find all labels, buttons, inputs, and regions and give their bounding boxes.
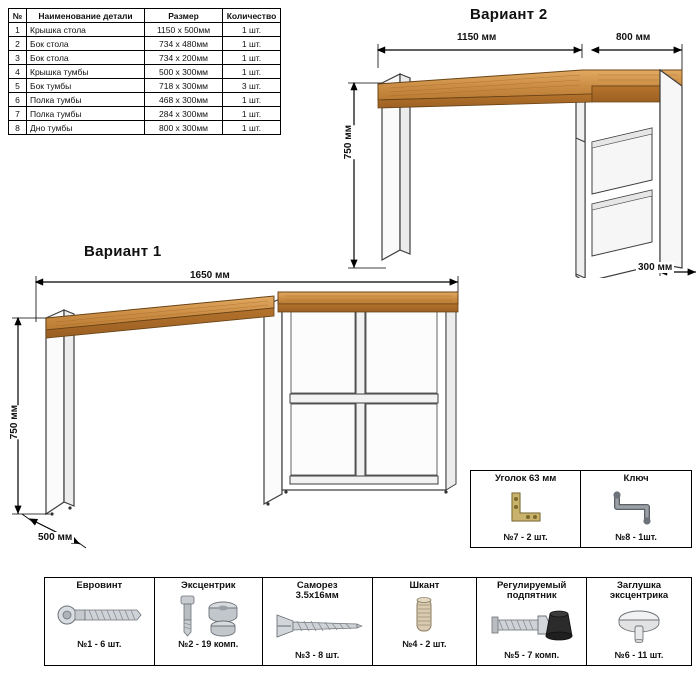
dowel-icon: [375, 591, 475, 639]
hardware-item-cam-lock: [154, 578, 262, 666]
cell-name: Бок стола: [27, 37, 145, 51]
cell-size: 718 x 300мм: [145, 79, 223, 93]
hardware-qty: №5 - 7 комп.: [504, 649, 560, 660]
cell-size: 468 x 300мм: [145, 93, 223, 107]
hardware-title: Шкант: [409, 580, 440, 591]
variant2-depth-label: 800 мм: [616, 32, 651, 43]
cell-size: 1150 x 500мм: [145, 23, 223, 37]
cell-size: 284 x 300мм: [145, 107, 223, 121]
table-row: [9, 37, 281, 51]
hardware-item-cam-cover-cap: [587, 578, 692, 666]
table-row: [9, 51, 281, 65]
cell-qty: 1 шт.: [223, 121, 281, 135]
hardware-legend-top: [470, 470, 692, 548]
table-row: [9, 107, 281, 121]
hardware-qty: №1 - 6 шт.: [77, 639, 122, 650]
self-tapping-screw-icon: [265, 602, 370, 650]
variant2-width-label: 1150 мм: [457, 32, 497, 43]
variant1-depth-label: 500 мм: [38, 532, 73, 543]
cell-num: 8: [9, 121, 27, 135]
hardware-qty: №3 - 8 шт.: [295, 649, 340, 660]
hardware-item-euro-screw: [45, 578, 155, 666]
variant2-drawing: [330, 28, 698, 278]
header-qty: Количество: [223, 9, 281, 23]
cell-num: 4: [9, 65, 27, 79]
euro-screw-icon: [47, 591, 152, 639]
cell-num: 5: [9, 79, 27, 93]
cell-size: 734 x 200мм: [145, 51, 223, 65]
cell-size: 734 x 480мм: [145, 37, 223, 51]
cell-num: 1: [9, 23, 27, 37]
cell-qty: 1 шт.: [223, 37, 281, 51]
hardware-item-dowel: [372, 578, 477, 666]
table-row: [9, 65, 281, 79]
cell-qty: 1 шт.: [223, 51, 281, 65]
cell-name: Бок стола: [27, 51, 145, 65]
hardware-item-self-tapping-screw: [262, 578, 372, 666]
table-header-row: [9, 9, 281, 23]
hardware-title: Эксцентрик: [180, 580, 236, 591]
table-row: [9, 93, 281, 107]
parts-table: [8, 8, 281, 135]
variant2-side-label: 300 мм: [638, 262, 673, 273]
cell-name: Крышка тумбы: [27, 65, 145, 79]
cell-qty: 1 шт.: [223, 65, 281, 79]
hardware-title: Евровинт: [76, 580, 123, 591]
variant1-height-label: 750 мм: [9, 405, 20, 440]
cell-name: Полка тумбы: [27, 107, 145, 121]
hardware-title-line1: Регулируемый: [497, 580, 567, 591]
adjustable-foot-icon: [479, 602, 584, 650]
header-size: Размер: [145, 9, 223, 23]
cell-name: Крышка стола: [27, 23, 145, 37]
cell-size: 800 x 300мм: [145, 121, 223, 135]
variant1-title: Вариант 1: [84, 243, 162, 260]
table-row: [9, 23, 281, 37]
hardware-qty: №7 - 2 шт.: [503, 532, 548, 543]
hardware-item-adjustable-foot: [477, 578, 587, 666]
cell-qty: 3 шт.: [223, 79, 281, 93]
hardware-qty: №2 - 19 комп.: [178, 639, 239, 650]
hardware-title-line2: подпятник: [506, 590, 557, 602]
cell-num: 2: [9, 37, 27, 51]
cell-size: 500 x 300мм: [145, 65, 223, 79]
cell-num: 6: [9, 93, 27, 107]
hardware-qty: №8 - 1шт.: [615, 532, 657, 543]
cell-name: Полка тумбы: [27, 93, 145, 107]
table-row: [9, 79, 281, 93]
hardware-item-corner-bracket: [471, 471, 581, 548]
cell-name: Дно тумбы: [27, 121, 145, 135]
cell-name: Бок тумбы: [27, 79, 145, 93]
hardware-qty: №6 - 11 шт.: [614, 649, 664, 660]
header-num: №: [9, 9, 27, 23]
allen-key-icon: [583, 484, 689, 532]
cell-qty: 1 шт.: [223, 107, 281, 121]
cam-lock-icon: [157, 591, 260, 639]
hardware-title-line2: 3.5x16мм: [295, 590, 339, 602]
hardware-title: Уголок 63 мм: [494, 473, 557, 484]
variant1-drawing: [6, 262, 476, 562]
hardware-title-line1: Саморез: [296, 580, 338, 591]
hardware-item-allen-key: [581, 471, 692, 548]
variant2-height-label: 750 мм: [343, 125, 354, 160]
hardware-legend-bottom: [44, 577, 692, 666]
corner-bracket-icon: [473, 484, 578, 532]
cell-num: 7: [9, 107, 27, 121]
hardware-title-line1: Заглушка: [616, 580, 662, 591]
table-row: [9, 121, 281, 135]
hardware-qty: №4 - 2 шт.: [402, 639, 447, 650]
header-name: Наименование детали: [27, 9, 145, 23]
hardware-title-line2: эксцентрика: [609, 590, 669, 602]
cell-qty: 1 шт.: [223, 23, 281, 37]
cell-num: 3: [9, 51, 27, 65]
variant2-title: Вариант 2: [470, 6, 548, 23]
cell-qty: 1 шт.: [223, 93, 281, 107]
hardware-title: Ключ: [623, 473, 649, 484]
cam-cover-cap-icon: [589, 602, 689, 650]
variant1-width-label: 1650 мм: [190, 270, 230, 281]
